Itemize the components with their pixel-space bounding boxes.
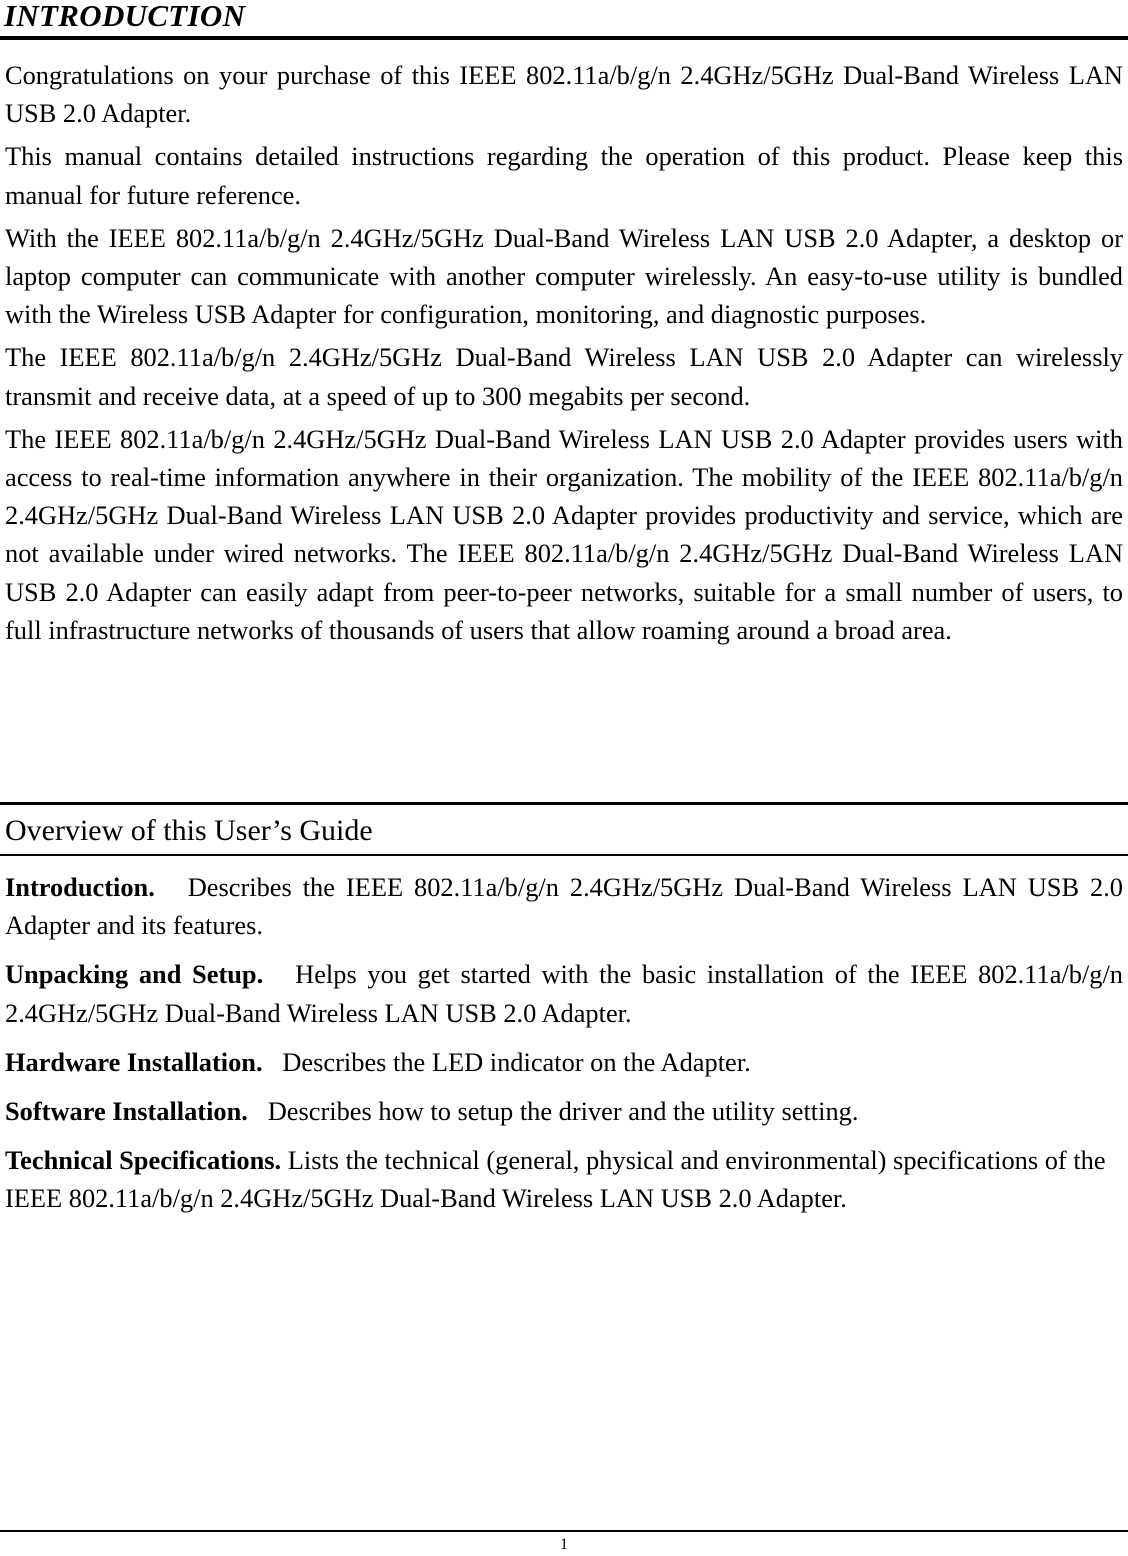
intro-section — [5, 56, 1123, 654]
intro-paragraph: The IEEE 802.11a/b/g/n 2.4GHz/5GHz Dual-Band Wireless LAN USB 2.0 Adapter can wirelessly transmit and receive data, at a speed of up to 300 megabits per second. — [5, 342, 1123, 411]
guide-item-term: Introduction. — [5, 872, 155, 902]
guide-item — [5, 1043, 1123, 1081]
section-divider-top — [0, 802, 1128, 805]
section-heading: Overview of this User’s Guide — [5, 814, 373, 847]
intro-paragraph: This manual contains detailed instructions regarding the operation of this product. Please keep this manual for future reference. — [5, 141, 1123, 210]
intro-paragraph: With the IEEE 802.11a/b/g/n 2.4GHz/5GHz Dual-Band Wireless LAN USB 2.0 Adapter, a desktop or laptop computer can communicate with another computer wirelessly. An easy-to-use utility is bundled with the Wireless USB Adapter for configuration, monitoring, and diagnostic purposes. — [5, 222, 1123, 330]
guide-item-description: Helps you get started with the basic installation of the IEEE 802.11a/b/g/n 2.4GHz/5GHz Dual-Band Wireless LAN USB 2.0 Adapter. — [5, 959, 1123, 1028]
guide-item-description: Describes the LED indicator on the Adapter. — [282, 1046, 751, 1077]
guide-overview-list — [5, 868, 1123, 1229]
guide-item-description: Lists the technical (general, physical and environmental) specifications of the IEEE 802.11a/b/g/n 2.4GHz/5GHz Dual-Band Wireless LAN USB 2.0 Adapter. — [5, 1145, 1106, 1214]
page-number: 1 — [560, 1536, 568, 1553]
title-underline — [0, 36, 1128, 40]
guide-item-description: Describes how to setup the driver and the utility setting. — [267, 1096, 859, 1127]
intro-paragraph: The IEEE 802.11a/b/g/n 2.4GHz/5GHz Dual-Band Wireless LAN USB 2.0 Adapter provides users with access to real-time information anywhere in their organization. The mobility of the IEEE 802.11a/b/g/n 2.4GHz/5GHz Dual-Band Wireless LAN USB 2.0 Adapter provides productivity and service, which are not available under wired networks. The IEEE 802.11a/b/g/n 2.4GHz/5GHz Dual-Band Wireless LAN USB 2.0 Adapter can easily adapt from peer-to-peer networks, suitable for a small number of users, to full infrastructure networks of thousands of users that allow roaming around a broad area. — [5, 423, 1123, 645]
guide-item-description: Describes the IEEE 802.11a/b/g/n 2.4GHz/5GHz Dual-Band Wireless LAN USB 2.0 Adapter and its features. — [5, 872, 1123, 941]
guide-item-term: Software Installation. — [5, 1096, 248, 1127]
guide-item-term: Technical Specifications. — [5, 1145, 282, 1176]
guide-item — [5, 955, 1123, 1031]
section-divider-bottom — [0, 854, 1128, 856]
guide-item-term: Unpacking and Setup. — [5, 959, 264, 990]
guide-item — [5, 1092, 1123, 1130]
page-title: INTRODUCTION — [4, 0, 246, 33]
guide-item — [5, 1141, 1123, 1217]
footer-rule — [0, 1530, 1128, 1532]
guide-item — [5, 868, 1123, 944]
guide-item-term: Hardware Installation. — [5, 1046, 263, 1077]
intro-paragraph: Congratulations on your purchase of this IEEE 802.11a/b/g/n 2.4GHz/5GHz Dual-Band Wireless LAN USB 2.0 Adapter. — [5, 60, 1123, 129]
